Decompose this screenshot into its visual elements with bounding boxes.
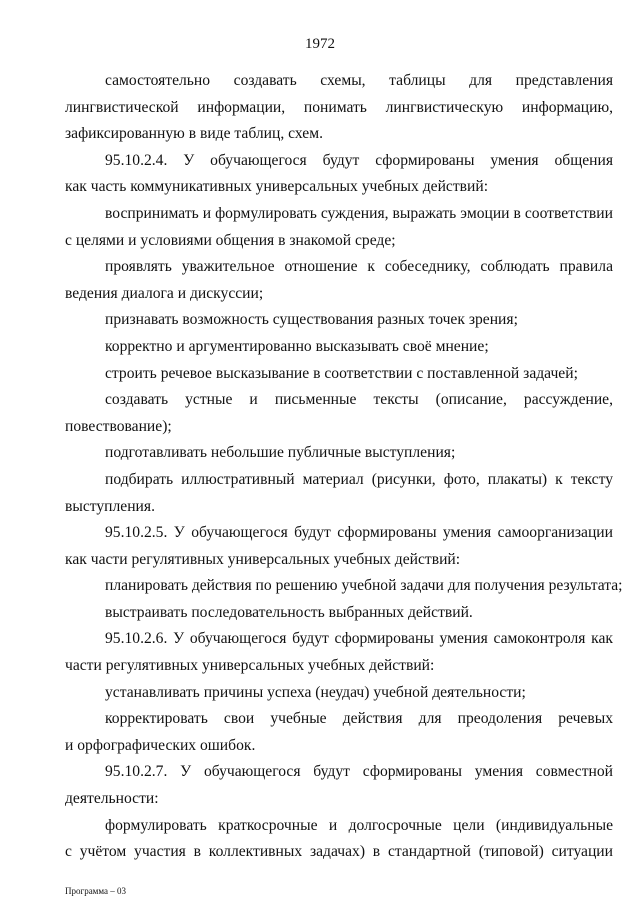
text-line: самостоятельно создавать схемы, таблицы для представления [105, 72, 613, 89]
text-line: 95.10.2.5. У обучающегося будут сформированы умения самоорганизации [105, 524, 613, 542]
text-line: корректно и аргументированно высказывать своё мнение; [105, 337, 489, 355]
paragraph [65, 68, 613, 148]
paragraph [65, 201, 613, 254]
paragraph [65, 520, 613, 573]
paragraph [65, 680, 613, 707]
text-line: повествование); [65, 417, 172, 435]
text-line: устанавливать причины успеха (неудач) учебной деятельности; [105, 683, 526, 701]
text-line: части регулятивных универсальных учебных действий: [65, 657, 435, 675]
paragraph [65, 307, 613, 334]
paragraph [65, 626, 613, 679]
text-line: лингвистической информации, понимать лингвистическую информацию, [65, 98, 613, 116]
text-line: планировать действия по решению учебной задачи для получения результата; [105, 577, 623, 595]
paragraph [65, 706, 613, 759]
text-line: создавать устные и письменные тексты (описание, рассуждение, [105, 391, 613, 409]
text-line: подбирать иллюстративный материал (рисунки, фото, плакаты) к тексту [105, 470, 613, 488]
paragraph [65, 387, 613, 440]
document-body [65, 68, 623, 866]
paragraph [65, 361, 613, 388]
paragraph [65, 334, 613, 361]
text-line: зафиксированную в виде таблиц, схем. [65, 125, 323, 143]
paragraph [65, 600, 613, 627]
footer-label: Программа – 03 [65, 886, 127, 896]
text-line: и орфографических ошибок. [65, 736, 256, 754]
text-line: корректировать свои учебные действия для преодоления речевых [105, 710, 613, 728]
paragraph [65, 254, 613, 307]
text-line: с целями и условиями общения в знакомой среде; [65, 231, 396, 249]
paragraph [65, 440, 613, 467]
text-line: проявлять уважительное отношение к собеседнику, соблюдать правила [105, 258, 613, 276]
text-line: выступления. [65, 497, 155, 515]
text-line: строить речевое высказывание в соответствии с поставленной задачей; [105, 364, 578, 382]
text-line: 95.10.2.7. У обучающегося будут сформированы умения совместной [105, 763, 613, 781]
text-line: подготавливать небольшие публичные выступления; [105, 444, 456, 462]
text-line: с учётом участия в коллективных задачах) в стандартной (типовой) ситуации [65, 843, 613, 861]
text-line: ведения диалога и дискуссии; [65, 284, 264, 302]
paragraph [65, 759, 613, 812]
text-line: воспринимать и формулировать суждения, выражать эмоции в соответствии [105, 204, 613, 222]
text-line: деятельности: [65, 790, 159, 808]
text-line: 95.10.2.6. У обучающегося будут сформированы умения самоконтроля как [105, 630, 613, 648]
text-line: как части регулятивных универсальных учебных действий: [65, 550, 461, 568]
text-line: выстраивать последовательность выбранных действий. [105, 603, 473, 621]
paragraph [65, 467, 613, 520]
text-line: формулировать краткосрочные и долгосрочные цели (индивидуальные [105, 816, 613, 834]
text-line: 95.10.2.4. У обучающегося будут сформированы умения общения [105, 151, 613, 169]
paragraph [65, 813, 613, 866]
text-line: как часть коммуникативных универсальных учебных действий: [65, 178, 489, 196]
page-number: 1972 [305, 36, 335, 52]
text-line: признавать возможность существования разных точек зрения; [105, 311, 518, 329]
paragraph [65, 148, 613, 201]
paragraph [65, 573, 623, 600]
